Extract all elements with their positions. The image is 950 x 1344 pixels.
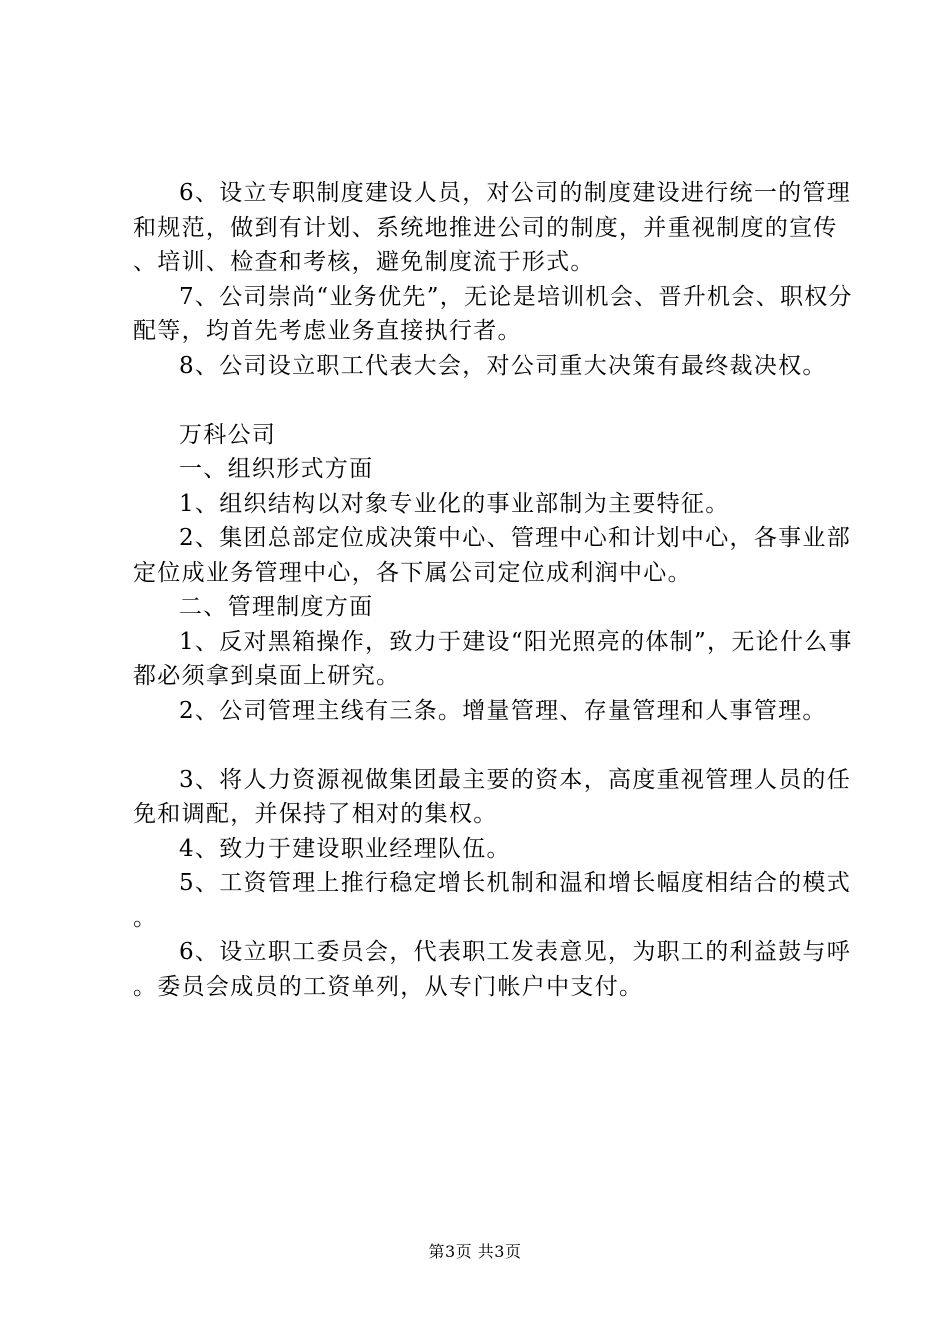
paragraph-mgmt-3: 3、将人力资源视做集团最主要的资本，高度重视管理人员的任免和调配，并保持了相对的集权。 xyxy=(133,766,852,827)
paragraph-item-7-business-first: 7、公司崇尚“业务优先”，无论是培训机会、晋升机会、职权分配等，均首先考虑业务直接执行者。 xyxy=(133,283,853,344)
paragraph-item-6-system-staff: 6、设立专职制度建设人员，对公司的制度建设进行统一的管理和规范，做到有计划、系统地推进公司的制度，并重视制度的宣传、培训、检查和考核，避免制度流于形式。 xyxy=(133,180,852,275)
section-title-vanke: 万科公司 xyxy=(179,421,277,448)
paragraph-org-1: 1、组织结构以对象专业化的事业部制为主要特征。 xyxy=(179,490,730,517)
paragraph-org-2: 2、集团总部定位成决策中心、管理中心和计划中心，各事业部定位成业务管理中心，各下属公司定位成利润中心。 xyxy=(133,525,852,586)
paragraph-mgmt-4: 4、致力于建设职业经理队伍。 xyxy=(179,835,511,862)
page-number-label: 第3页 共3页 xyxy=(428,1242,522,1261)
subsection-heading-organization: 一、组织形式方面 xyxy=(179,456,374,482)
paragraph-item-8-workers-congress: 8、公司设立职工代表大会，对公司重大决策有最终裁决权。 xyxy=(179,352,827,379)
paragraph-mgmt-1: 1、反对黑箱操作，致力于建设“阳光照亮的体制”，无论什么事都必须拿到桌面上研究。 xyxy=(133,628,853,689)
paragraph-mgmt-6: 6、设立职工委员会，代表职工发表意见，为职工的利益鼓与呼。委员会成员的工资单列，从专门帐户中支付。 xyxy=(133,939,852,1000)
subsection-heading-management: 二、管理制度方面 xyxy=(179,594,374,620)
paragraph-mgmt-2: 2、公司管理主线有三条。增量管理、存量管理和人事管理。 xyxy=(179,697,827,724)
paragraph-mgmt-5: 5、工资管理上推行稳定增长机制和温和增长幅度相结合的模式。 xyxy=(133,870,852,931)
paragraph-spacer xyxy=(133,383,853,418)
page-footer xyxy=(0,1242,950,1262)
document-body xyxy=(133,176,853,1004)
paragraph-spacer xyxy=(133,728,853,763)
